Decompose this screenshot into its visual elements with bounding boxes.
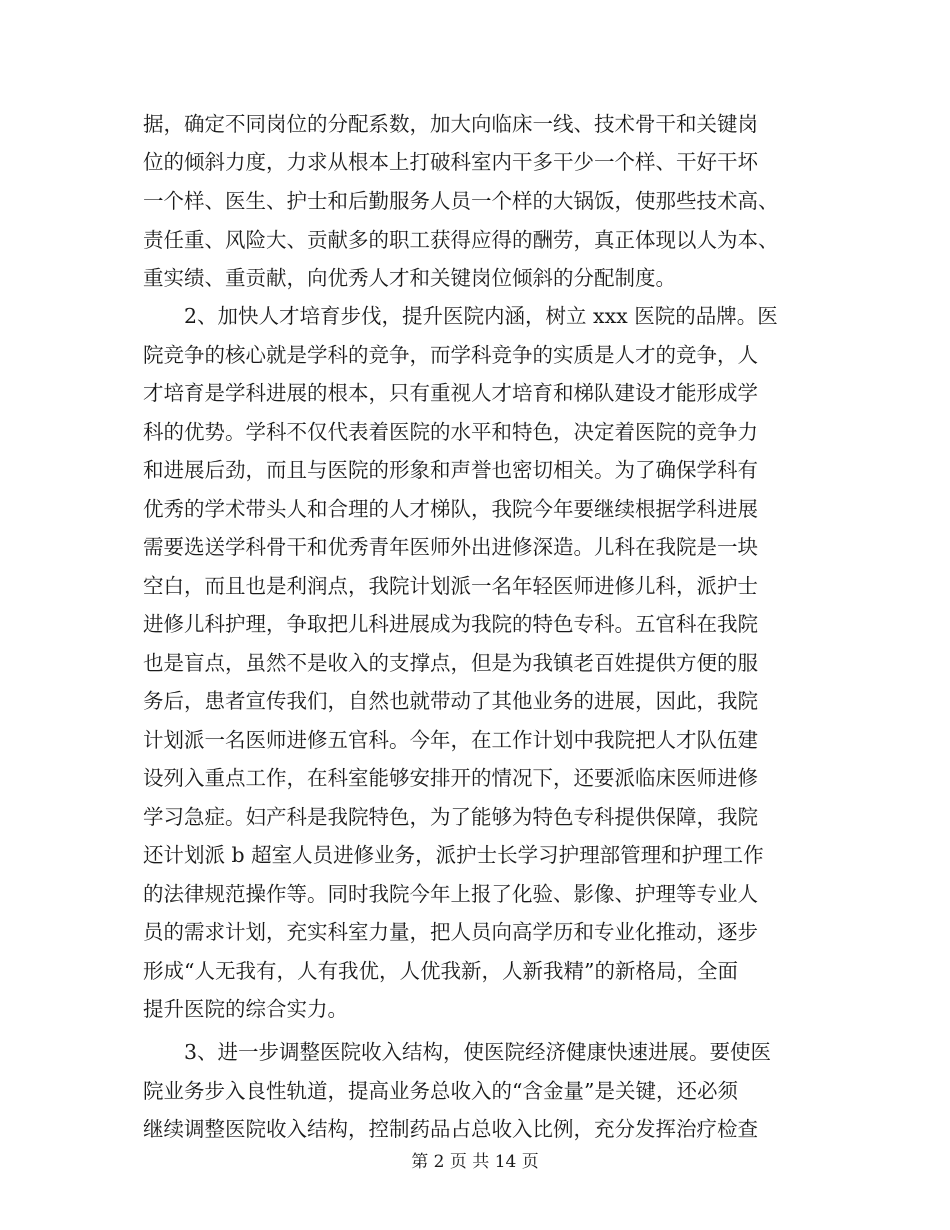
text-line: 位的倾斜力度，力求从根本上打破科室内干多干少一个样、干好干坏 bbox=[143, 150, 758, 174]
text-line: 科的优势。学科不仅代表着医院的水平和特色，决定着医院的竞争力 bbox=[143, 420, 758, 444]
text-line: 计划派一名医师进修五官科。今年，在工作计划中我院把人才队伍建 bbox=[143, 728, 758, 752]
text-line: 进修儿科护理，争取把儿科进展成为我院的特色专科。五官科在我院 bbox=[143, 612, 758, 636]
text-line: 一个样、医生、护士和后勤服务人员一个样的大锅饭，使那些技术高、 bbox=[143, 189, 779, 213]
text-line: 优秀的学术带头人和合理的人才梯队，我院今年要继续根据学科进展 bbox=[143, 497, 758, 521]
text-line: 也是盲点，虽然不是收入的支撑点，但是为我镇老百姓提供方便的服 bbox=[143, 651, 758, 675]
text-line: 设列入重点工作，在科室能够安排开的情况下，还要派临床医师进修 bbox=[143, 766, 758, 790]
text-line: 继续调整医院收入结构，控制药品占总收入比例，充分发挥治疗检查 bbox=[143, 1117, 758, 1141]
text-line: 提升医院的综合实力。 bbox=[143, 997, 348, 1021]
text-line: 据，确定不同岗位的分配系数，加大向临床一线、技术骨干和关键岗 bbox=[143, 112, 758, 136]
text-line: 3、进一步调整医院收入结构，使医院经济健康快速进展。要使医 bbox=[143, 1040, 772, 1064]
text-line: 空白，而且也是利润点，我院计划派一名年轻医师进修儿科，派护士 bbox=[143, 574, 758, 598]
text-line: 员的需求计划，充实科室力量，把人员向高学历和专业化推动，逐步 bbox=[143, 920, 758, 944]
text-line: 需要选送学科骨干和优秀青年医师外出进修深造。儿科在我院是一块 bbox=[143, 535, 758, 559]
text-line: 院业务步入良性轨道，提高业务总收入的“含金量”是关键，还必须 bbox=[143, 1079, 738, 1103]
text-line: 责任重、风险大、贡献多的职工获得应得的酬劳，真正体现以人为本、 bbox=[143, 228, 779, 252]
text-line: 和进展后劲，而且与医院的形象和声誉也密切相关。为了确保学科有 bbox=[143, 458, 758, 482]
text-line: 还计划派 b 超室人员进修业务，派护士长学习护理部管理和护理工作 bbox=[143, 843, 764, 867]
text-line: 院竞争的核心就是学科的竞争，而学科竞争的实质是人才的竞争，人 bbox=[143, 343, 758, 367]
text-line: 的法律规范操作等。同时我院今年上报了化验、影像、护理等专业人 bbox=[143, 882, 758, 906]
text-line: 务后，患者宣传我们，自然也就带动了其他业务的进展，因此，我院 bbox=[143, 689, 758, 713]
text-line: 学习急症。妇产科是我院特色，为了能够为特色专科提供保障，我院 bbox=[143, 805, 758, 829]
text-line: 形成“人无我有，人有我优，人优我新，人新我精”的新格局，全面 bbox=[143, 959, 738, 983]
text-line: 2、加快人才培育步伐，提升医院内涵，树立 xxx 医院的品牌。医 bbox=[143, 304, 778, 328]
page-footer: 第 2 页 共 14 页 bbox=[411, 1152, 539, 1172]
text-line: 才培育是学科进展的根本，只有重视人才培育和梯队建设才能形成学 bbox=[143, 381, 758, 405]
text-line: 重实绩、重贡献，向优秀人才和关键岗位倾斜的分配制度。 bbox=[143, 266, 676, 290]
